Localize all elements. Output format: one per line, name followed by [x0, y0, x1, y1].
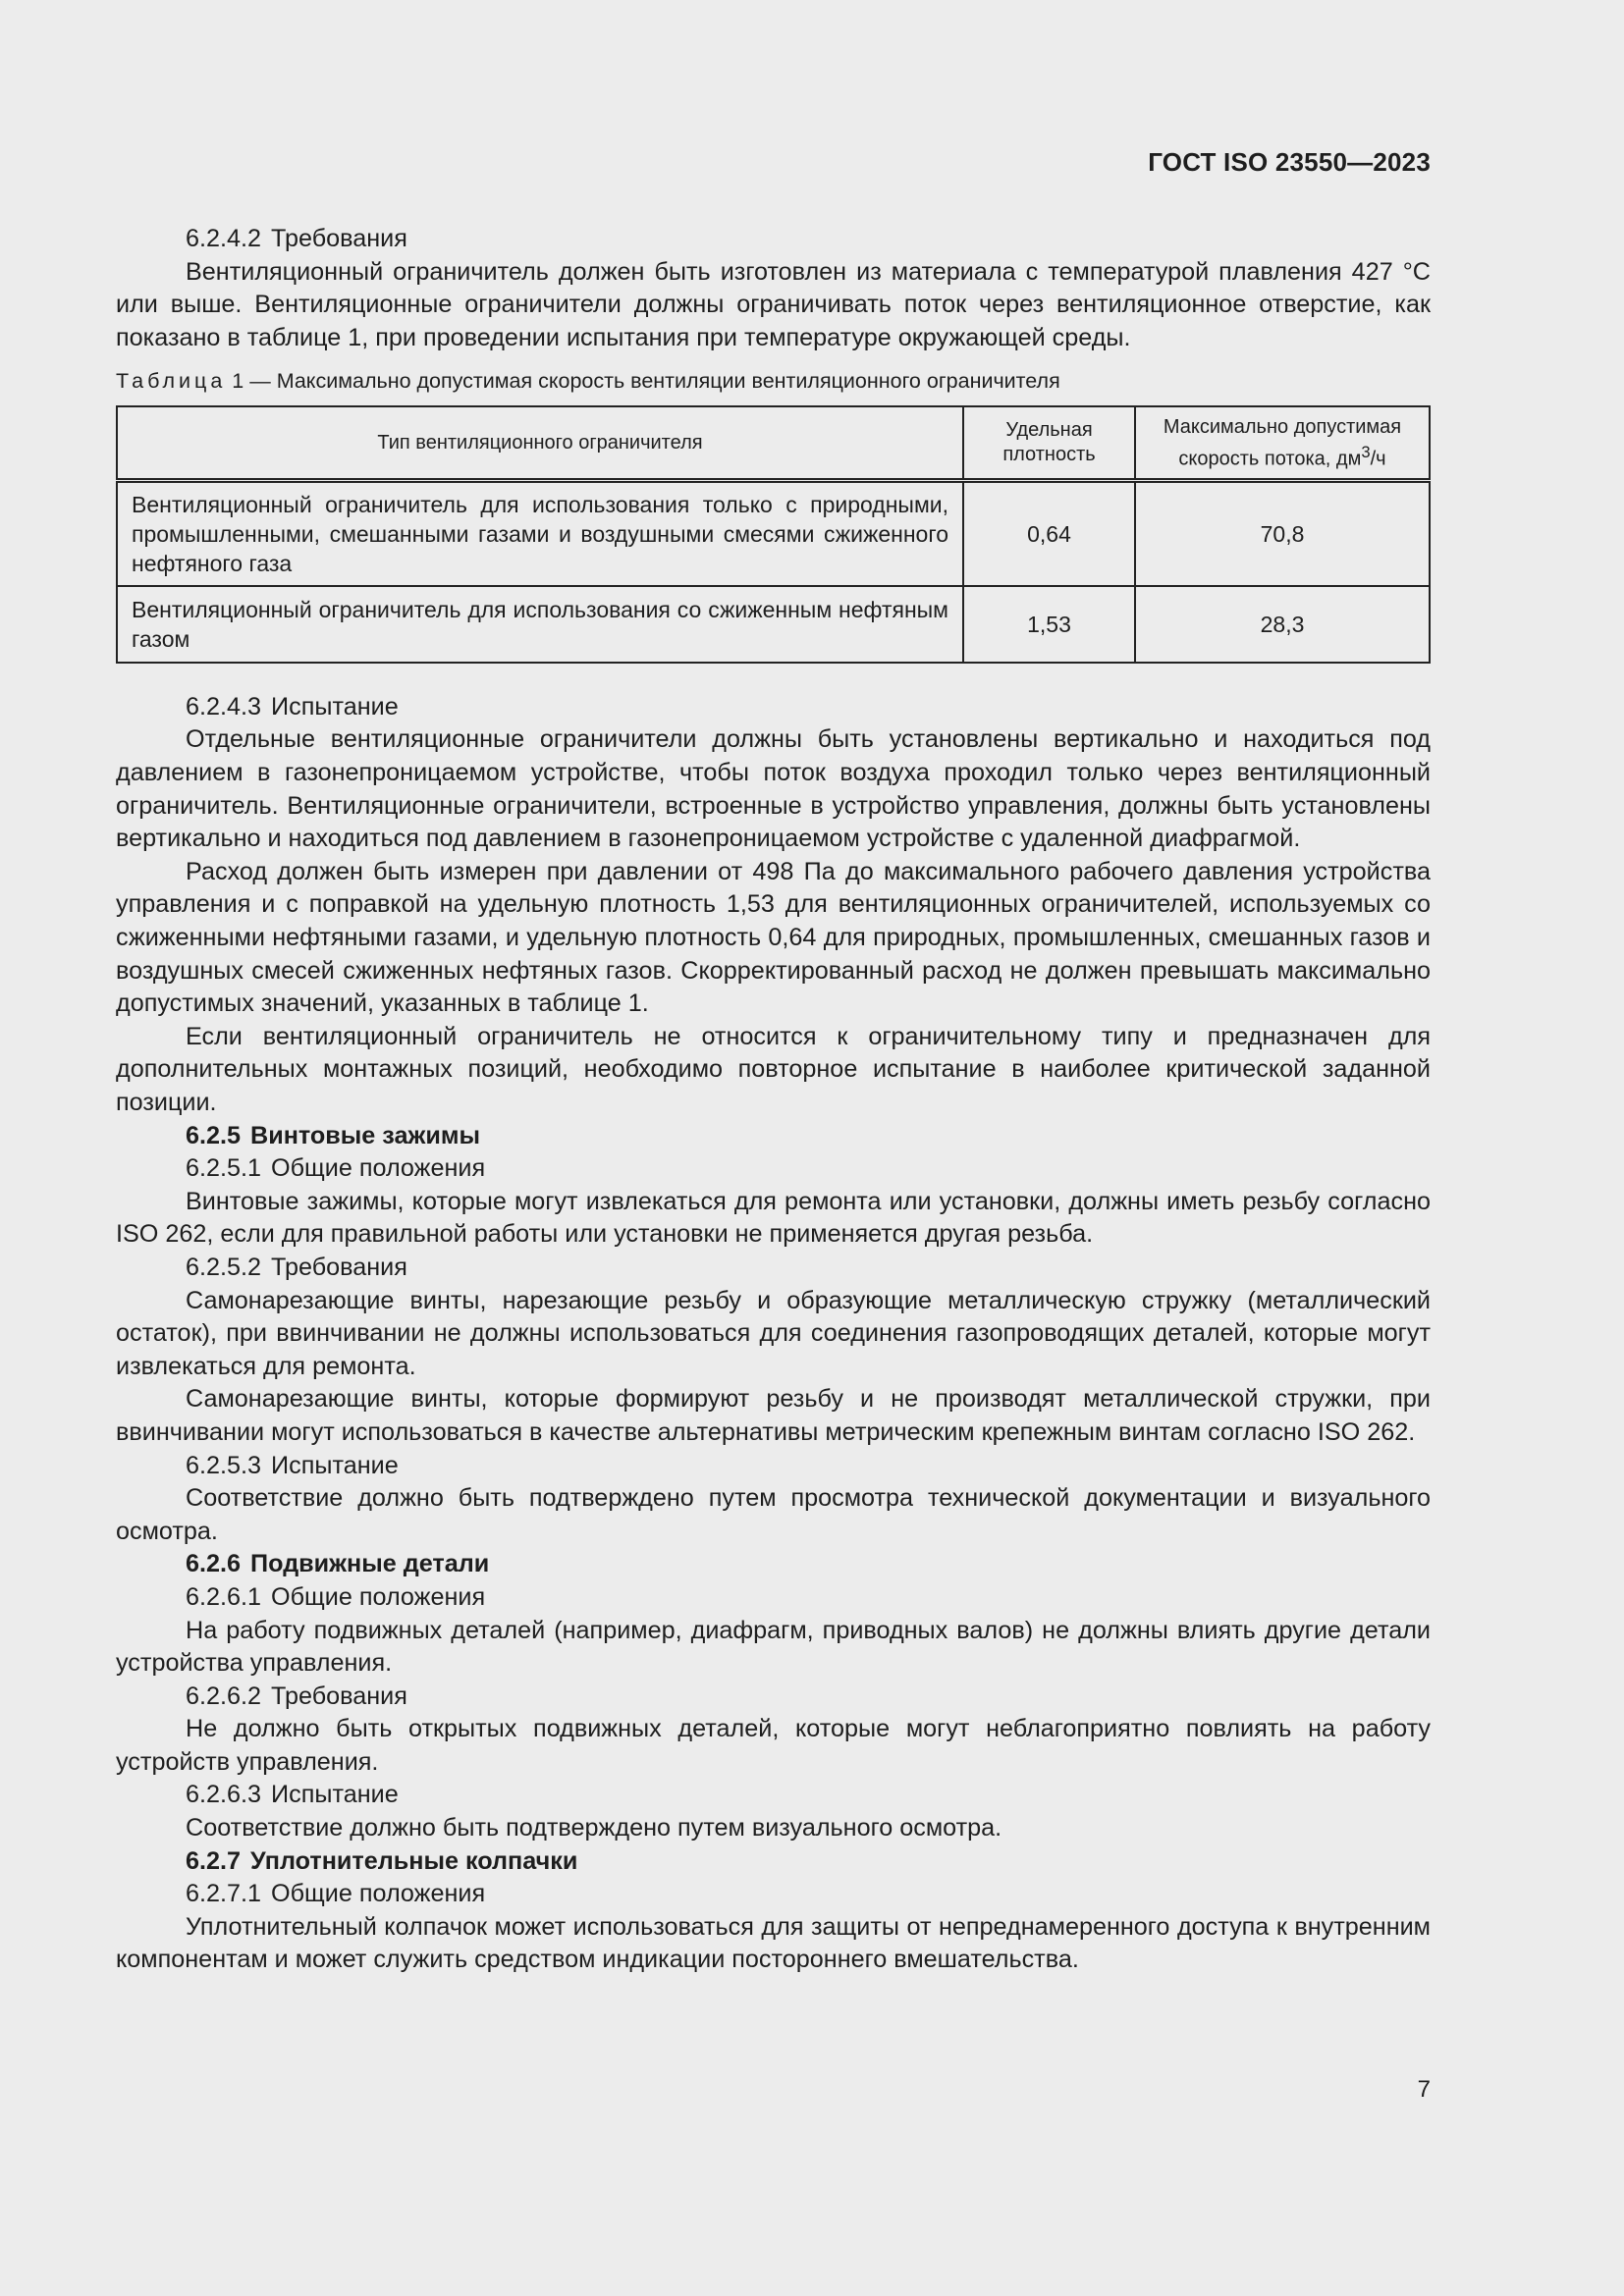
- heading-title: Винтовые зажимы: [250, 1121, 480, 1149]
- paragraph: Соответствие должно быть подтверждено путем визуального осмотра.: [186, 1814, 1002, 1842]
- header-flow: [1135, 406, 1430, 481]
- heading-title: Требования: [271, 1682, 407, 1710]
- heading-6-2-4-3: [116, 691, 1431, 724]
- page-content: [116, 223, 1431, 1977]
- paragraph: Винтовые зажимы, которые могут извлекаться для ремонта или установки, должны иметь резьбу согласно ISO 262, если для правильной работы или установки не применяется другая резьба.: [116, 1187, 1431, 1249]
- heading-title: Испытание: [271, 1781, 399, 1809]
- paragraph: Самонарезающие винты, которые формируют резьбу и не производят металлической стружки, при ввинчивании могут использоваться в качестве альтернативы метрическим крепежным винтам согласно ISO 262.: [116, 1385, 1431, 1446]
- heading-number: 6.2.5.3: [186, 1451, 262, 1479]
- heading-number: 6.2.7: [186, 1846, 242, 1875]
- table-row: [117, 481, 1430, 586]
- paragraph: Не должно быть открытых подвижных деталей, которые могут неблагоприятно повлиять на работу устройств управления.: [116, 1715, 1431, 1776]
- heading-number: 6.2.6: [186, 1550, 242, 1578]
- row-density: 1,53: [963, 586, 1135, 663]
- heading-title: Требования: [271, 225, 407, 252]
- heading-number: 6.2.5.1: [186, 1154, 262, 1183]
- header-type: Тип вентиляционного ограничителя: [117, 406, 963, 481]
- paragraph: На работу подвижных деталей (например, диафрагм, приводных валов) не должны влиять другие детали устройства управления.: [116, 1616, 1431, 1678]
- header-flow-text: Максимально допустимая скорость потока, дм: [1163, 415, 1402, 470]
- table-caption: [116, 366, 1431, 396]
- heading-title: Требования: [271, 1253, 407, 1281]
- heading-number: 6.2.7.1: [186, 1880, 262, 1908]
- row-flow: 70,8: [1135, 481, 1430, 586]
- table-row: [117, 586, 1430, 663]
- heading-number: 6.2.5.2: [186, 1253, 262, 1281]
- heading-title: Уплотнительные колпачки: [250, 1846, 578, 1875]
- paragraph: Отдельные вентиляционные ограничители должны быть установлены вертикально и находиться под давлением в газонепроницаемом устройстве, чтобы поток воздуха проходил только через вентиляционный ограничитель. Вентиляционные ограничители, встроенные в устройство управления, должны быть установлены вертикально и находиться под давлением в газонепроницаемом устройстве с удаленной диафрагмой.: [116, 725, 1431, 853]
- heading-6-2-5-1: [116, 1152, 1431, 1186]
- paragraph: Расход должен быть измерен при давлении от 498 Па до максимального рабочего давления устройства управления и с поправкой на удельную плотность 1,53 для вентиляционных ограничителей, используемых со сжиженными нефтяными газами, и удельную плотность 0,64 для природных, промышленных, смешанных газов и воздушных смесей сжиженных нефтяных газов. Скорректированный расход не должен превышать максимально допустимых значений, указанных в таблице 1.: [116, 857, 1431, 1018]
- heading-number: 6.2.6.1: [186, 1582, 262, 1611]
- paragraph: Уплотнительный колпачок может использоваться для защиты от непреднамеренного доступа к внутренним компонентам и может служить средством индикации постороннего вмешательства.: [116, 1912, 1431, 1974]
- heading-number: 6.2.4.3: [186, 692, 262, 721]
- row-type: Вентиляционный ограничитель для использования только с природными, промышленными, смешанными газами и воздушными смесями сжиженного нефтяного газа: [117, 481, 963, 586]
- paragraph: Самонарезающие винты, нарезающие резьбу и образующие металлическую стружку (металлический остаток), при ввинчивании не должны использоваться для соединения газопроводящих деталей, которые могут извлекаться для ремонта.: [116, 1286, 1431, 1380]
- heading-number: 6.2.6.2: [186, 1682, 262, 1710]
- table-header-row: [117, 406, 1430, 481]
- table-caption-label: Таблица: [116, 369, 227, 394]
- heading-title: Общие положения: [271, 1154, 486, 1183]
- heading-6-2-6-1: [116, 1581, 1431, 1615]
- heading-6-2-6-2: [116, 1681, 1431, 1714]
- heading-6-2-6-3: [116, 1779, 1431, 1812]
- heading-6-2-5: [116, 1120, 1431, 1153]
- heading-title: Испытание: [271, 692, 399, 721]
- heading-title: Подвижные детали: [250, 1550, 490, 1578]
- header-flow-unit: /ч: [1370, 448, 1386, 470]
- row-flow: 28,3: [1135, 586, 1430, 663]
- heading-6-2-7-1: [116, 1878, 1431, 1911]
- heading-title: Общие положения: [271, 1880, 486, 1908]
- heading-6-2-6: [116, 1548, 1431, 1581]
- heading-number: 6.2.6.3: [186, 1781, 262, 1809]
- header-flow-sup: 3: [1361, 442, 1371, 461]
- row-type: Вентиляционный ограничитель для использования со сжиженным нефтяным газом: [117, 586, 963, 663]
- paragraph: Если вентиляционный ограничитель не относится к ограничительному типу и предназначен для дополнительных монтажных позиций, необходимо повторное испытание в наиболее критической заданной позиции.: [116, 1022, 1431, 1116]
- heading-6-2-7: [116, 1845, 1431, 1879]
- heading-6-2-4-2: [116, 223, 1431, 256]
- heading-6-2-5-2: [116, 1252, 1431, 1285]
- heading-6-2-5-3: [116, 1450, 1431, 1483]
- heading-number: 6.2.5: [186, 1121, 242, 1149]
- row-density: 0,64: [963, 481, 1135, 586]
- heading-title: Общие положения: [271, 1582, 486, 1611]
- paragraph: Соответствие должно быть подтверждено путем просмотра технической документации и визуального осмотра.: [116, 1484, 1431, 1545]
- document-id-header: ГОСТ ISO 23550—2023: [1148, 147, 1431, 177]
- ventilation-limiter-table: [116, 405, 1431, 664]
- paragraph: Вентиляционный ограничитель должен быть изготовлен из материала с температурой плавления 427 °C или выше. Вентиляционные ограничители должны ограничивать поток через вентиляционное отверстие, как показано в таблице 1, при проведении испытания при температуре окружающей среды.: [116, 257, 1431, 351]
- table-caption-text: 1 — Максимально допустимая скорость вентиляции вентиляционного ограничителя: [232, 369, 1060, 394]
- page-number: 7: [1417, 2076, 1431, 2103]
- header-density: Удельная плотность: [963, 406, 1135, 481]
- heading-number: 6.2.4.2: [186, 225, 262, 252]
- heading-title: Испытание: [271, 1451, 399, 1479]
